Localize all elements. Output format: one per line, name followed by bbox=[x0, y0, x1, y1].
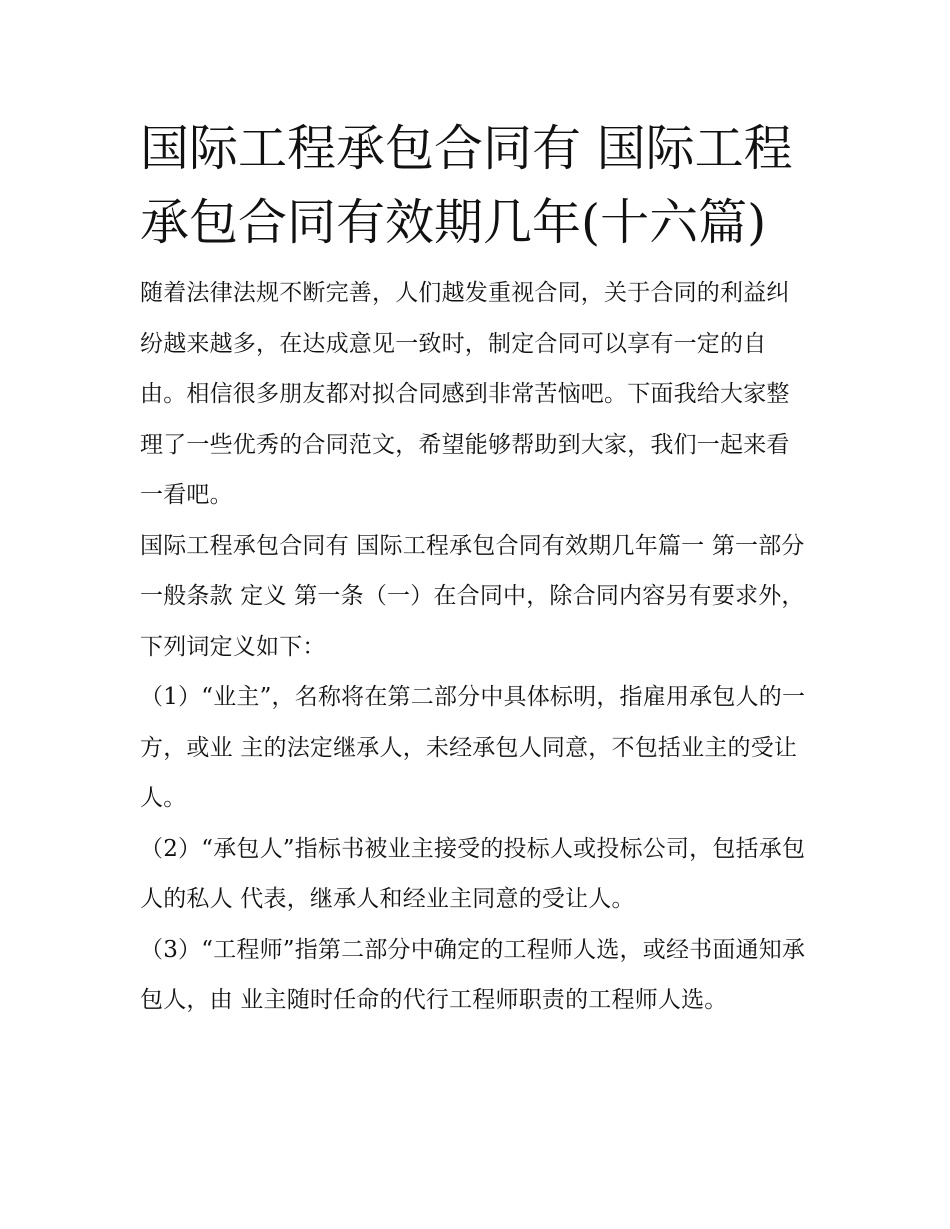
intro-paragraph: 随着法律法规不断完善，人们越发重视合同，关于合同的利益纠纷越来越多，在达成意见一致时，制定合同可以享有一定的自由。相信很多朋友都对拟合同感到非常苦恼吧。下面我给大家整理了一些优秀的合同范文，希望能够帮助到大家，我们一起来看一看吧。 bbox=[140, 280, 790, 508]
document-title: 国际工程承包合同有 国际工程承包合同有效期几年(十六篇) bbox=[140, 120, 793, 251]
definition-owner-paragraph: （1）“业主”，名称将在第二部分中具体标明，指雇用承包人的一方，或业 主的法定继承人，未经承包人同意，不包括业主的受让人。 bbox=[140, 684, 806, 811]
definition-engineer-paragraph: （3）“工程师”指第二部分中确定的工程师人选，或经书面通知承包人，由 业主随时任命的代行工程师职责的工程师人选。 bbox=[140, 936, 806, 1013]
definition-contractor-paragraph: （2）“承包人”指标书被业主接受的投标人或投标公司，包括承包人的私人 代表，继承人和经业主同意的受让人。 bbox=[140, 835, 806, 912]
document-page bbox=[140, 112, 812, 1026]
section-heading-paragraph: 国际工程承包合同有 国际工程承包合同有效期几年篇一 第一部分一般条款 定义 第一条（一）在合同中，除合同内容另有要求外，下列词定义如下： bbox=[140, 532, 805, 660]
